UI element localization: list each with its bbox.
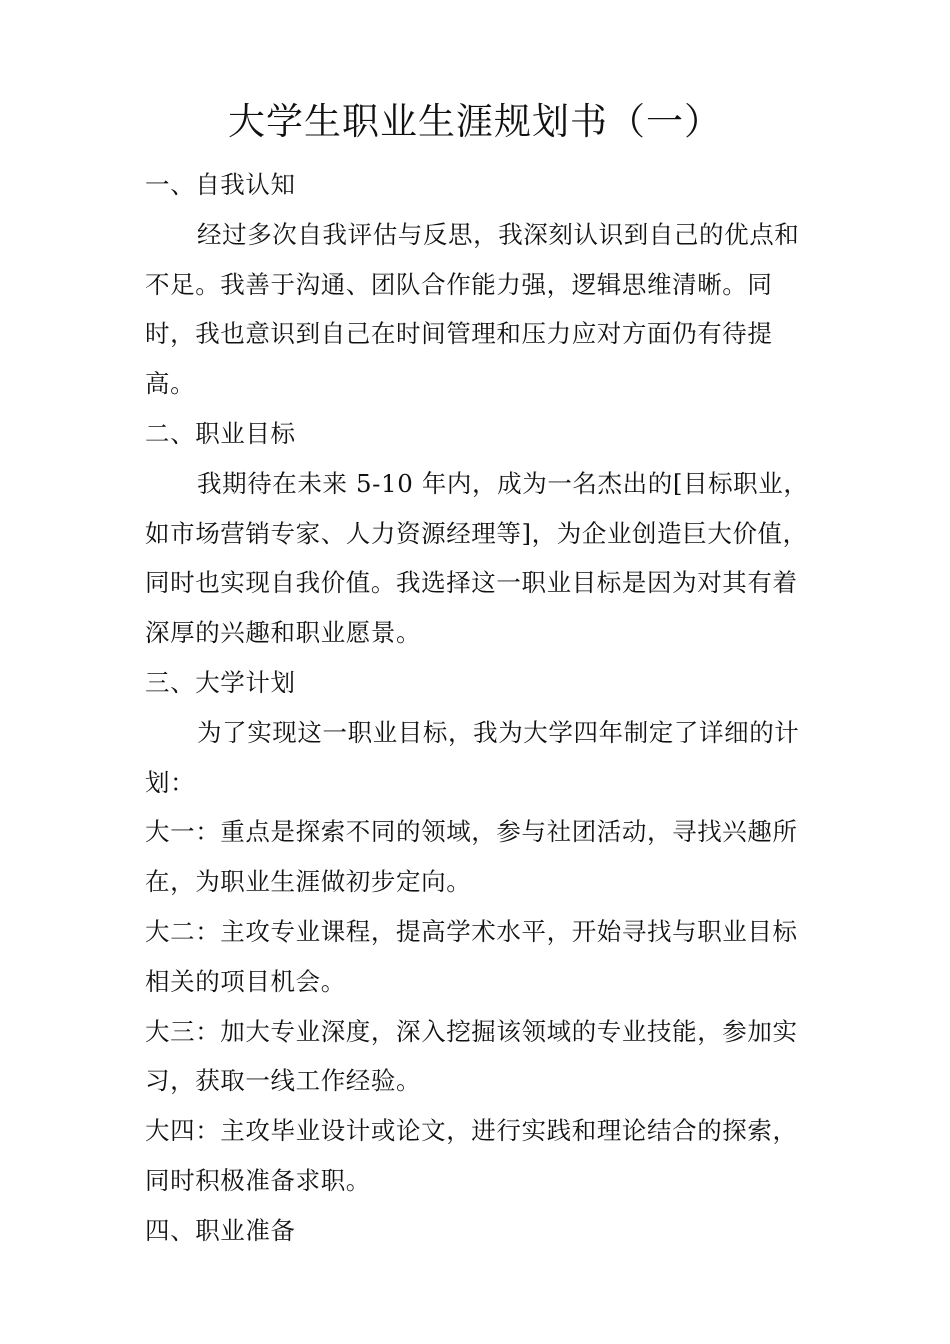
plan-item-year-4: 大四：主攻毕业设计或论文，进行实践和理论结合的探索，同时积极准备求职。 xyxy=(145,1116,798,1195)
section-university-plan xyxy=(145,658,815,1206)
section-heading: 四、职业准备 xyxy=(145,1215,296,1245)
section-self-awareness xyxy=(145,160,815,409)
section-paragraph: 为了实现这一职业目标，我为大学四年制定了详细的计划： xyxy=(145,717,800,797)
section-career-preparation xyxy=(145,1206,815,1256)
section-heading: 三、大学计划 xyxy=(145,667,296,697)
section-heading: 一、自我认知 xyxy=(145,170,296,199)
section-paragraph: 我期待在未来 5-10 年内，成为一名杰出的[目标职业，如市场营销专家、人力资源经理等]，为企业创造巨大价值，同时也实现自我价值。我选择这一职业目标是因为对其有着深厚的兴趣和职业愿景。 xyxy=(145,468,809,648)
plan-item-year-1: 大一：重点是探索不同的领域，参与社团活动，寻找兴趣所在，为职业生涯做初步定向。 xyxy=(145,817,798,897)
plan-item-year-2: 大二：主攻专业课程，提高学术水平，开始寻找与职业目标相关的项目机会。 xyxy=(145,916,798,996)
plan-item-year-3: 大三：加大专业深度，深入挖掘该领域的专业技能，参加实习，获取一线工作经验。 xyxy=(145,1016,798,1096)
section-career-goal xyxy=(145,409,815,658)
document-title: 大学生职业生涯规划书（一） xyxy=(228,100,722,143)
section-paragraph: 经过多次自我评估与反思，我深刻认识到自己的优点和不足。我善于沟通、团队合作能力强，逻辑思维清晰。同时，我也意识到自己在时间管理和压力应对方面仍有待提高。 xyxy=(145,219,800,399)
document-body xyxy=(145,160,815,1256)
section-heading: 二、职业目标 xyxy=(145,418,296,448)
